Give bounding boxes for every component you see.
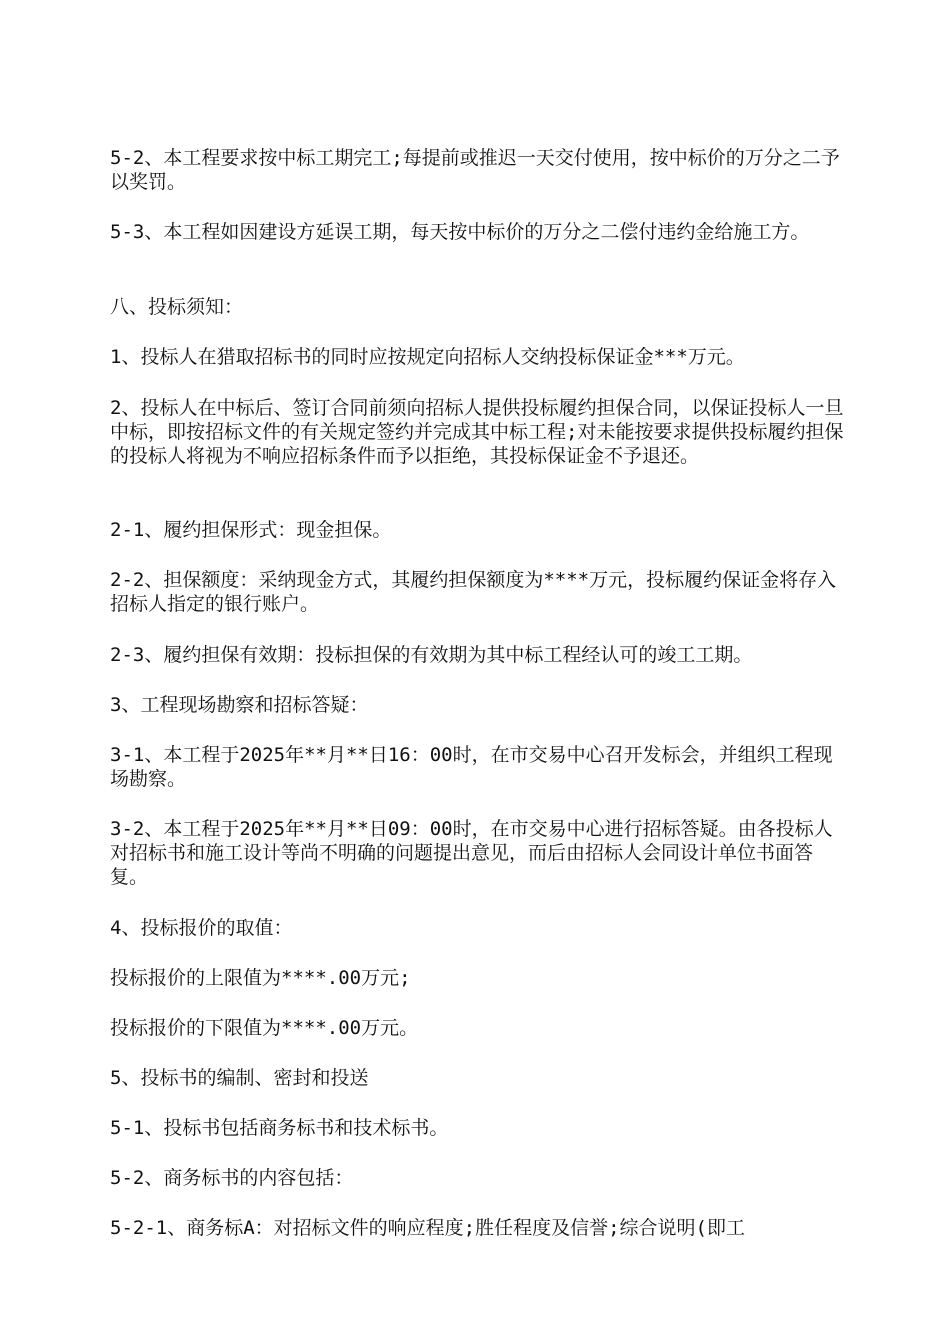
paragraph-2-2-guarantee-amount: 2-2、担保额度：采纳现金方式，其履约担保额度为****万元，投标履约保证金将存入招标人指定的银行账户。 <box>110 569 837 615</box>
paragraph-price-upper-limit: 投标报价的上限值为****.00万元; <box>110 967 411 989</box>
paragraph-5-bid-document: 5、投标书的编制、密封和投送 <box>110 1067 369 1089</box>
paragraph-4-bid-price: 4、投标报价的取值： <box>110 917 293 939</box>
paragraph-3-site-survey: 3、工程现场勘察和招标答疑： <box>110 694 369 716</box>
paragraph-5-2-schedule: 5-2、本工程要求按中标工期完工;每提前或推迟一天交付使用，按中标价的万分之二予以奖罚。 <box>110 147 840 193</box>
paragraph-5-1-bid-contents: 5-1、投标书包括商务标书和技术标书。 <box>110 1117 449 1139</box>
paragraph-3-2-qa-session: 3-2、本工程于2025年**月**日09：00时，在市交易中心进行招标答疑。由各投标人对招标书和施工设计等尚不明确的问题提出意见，而后由招标人会同设计单位书面答复。 <box>110 818 833 888</box>
paragraph-5-2-1-commercial-a: 5-2-1、商务标A：对招标文件的响应程度;胜任程度及信誉;综合说明(即工 <box>110 1217 745 1239</box>
paragraph-5-3-delay: 5-3、本工程如因建设方延误工期，每天按中标价的万分之二偿付违约金给施工方。 <box>110 221 810 243</box>
section-heading-bidding-notice: 八、投标须知： <box>110 296 244 318</box>
paragraph-2-1-guarantee-form: 2-1、履约担保形式：现金担保。 <box>110 519 392 541</box>
paragraph-price-lower-limit: 投标报价的下限值为****.00万元。 <box>110 1017 419 1039</box>
paragraph-5-2-commercial-bid: 5-2、商务标书的内容包括： <box>110 1167 354 1189</box>
paragraph-1-bid-bond: 1、投标人在猎取招标书的同时应按规定向招标人交纳投标保证金***万元。 <box>110 346 745 368</box>
paragraph-3-1-kickoff-meeting: 3-1、本工程于2025年**月**日16：00时，在市交易中心召开发标会，并组织工程现场勘察。 <box>110 744 833 790</box>
paragraph-2-performance-guarantee: 2、投标人在中标后、签订合同前须向招标人提供投标履约担保合同，以保证投标人一旦中标，即按招标文件的有关规定签约并完成其中标工程;对未能按要求提供投标履约担保的投标人将视为不响应招标条件而予以拒绝，其投标保证金不予退还。 <box>110 397 844 467</box>
paragraph-2-3-guarantee-validity: 2-3、履约担保有效期：投标担保的有效期为其中标工程经认可的竣工工期。 <box>110 644 753 666</box>
